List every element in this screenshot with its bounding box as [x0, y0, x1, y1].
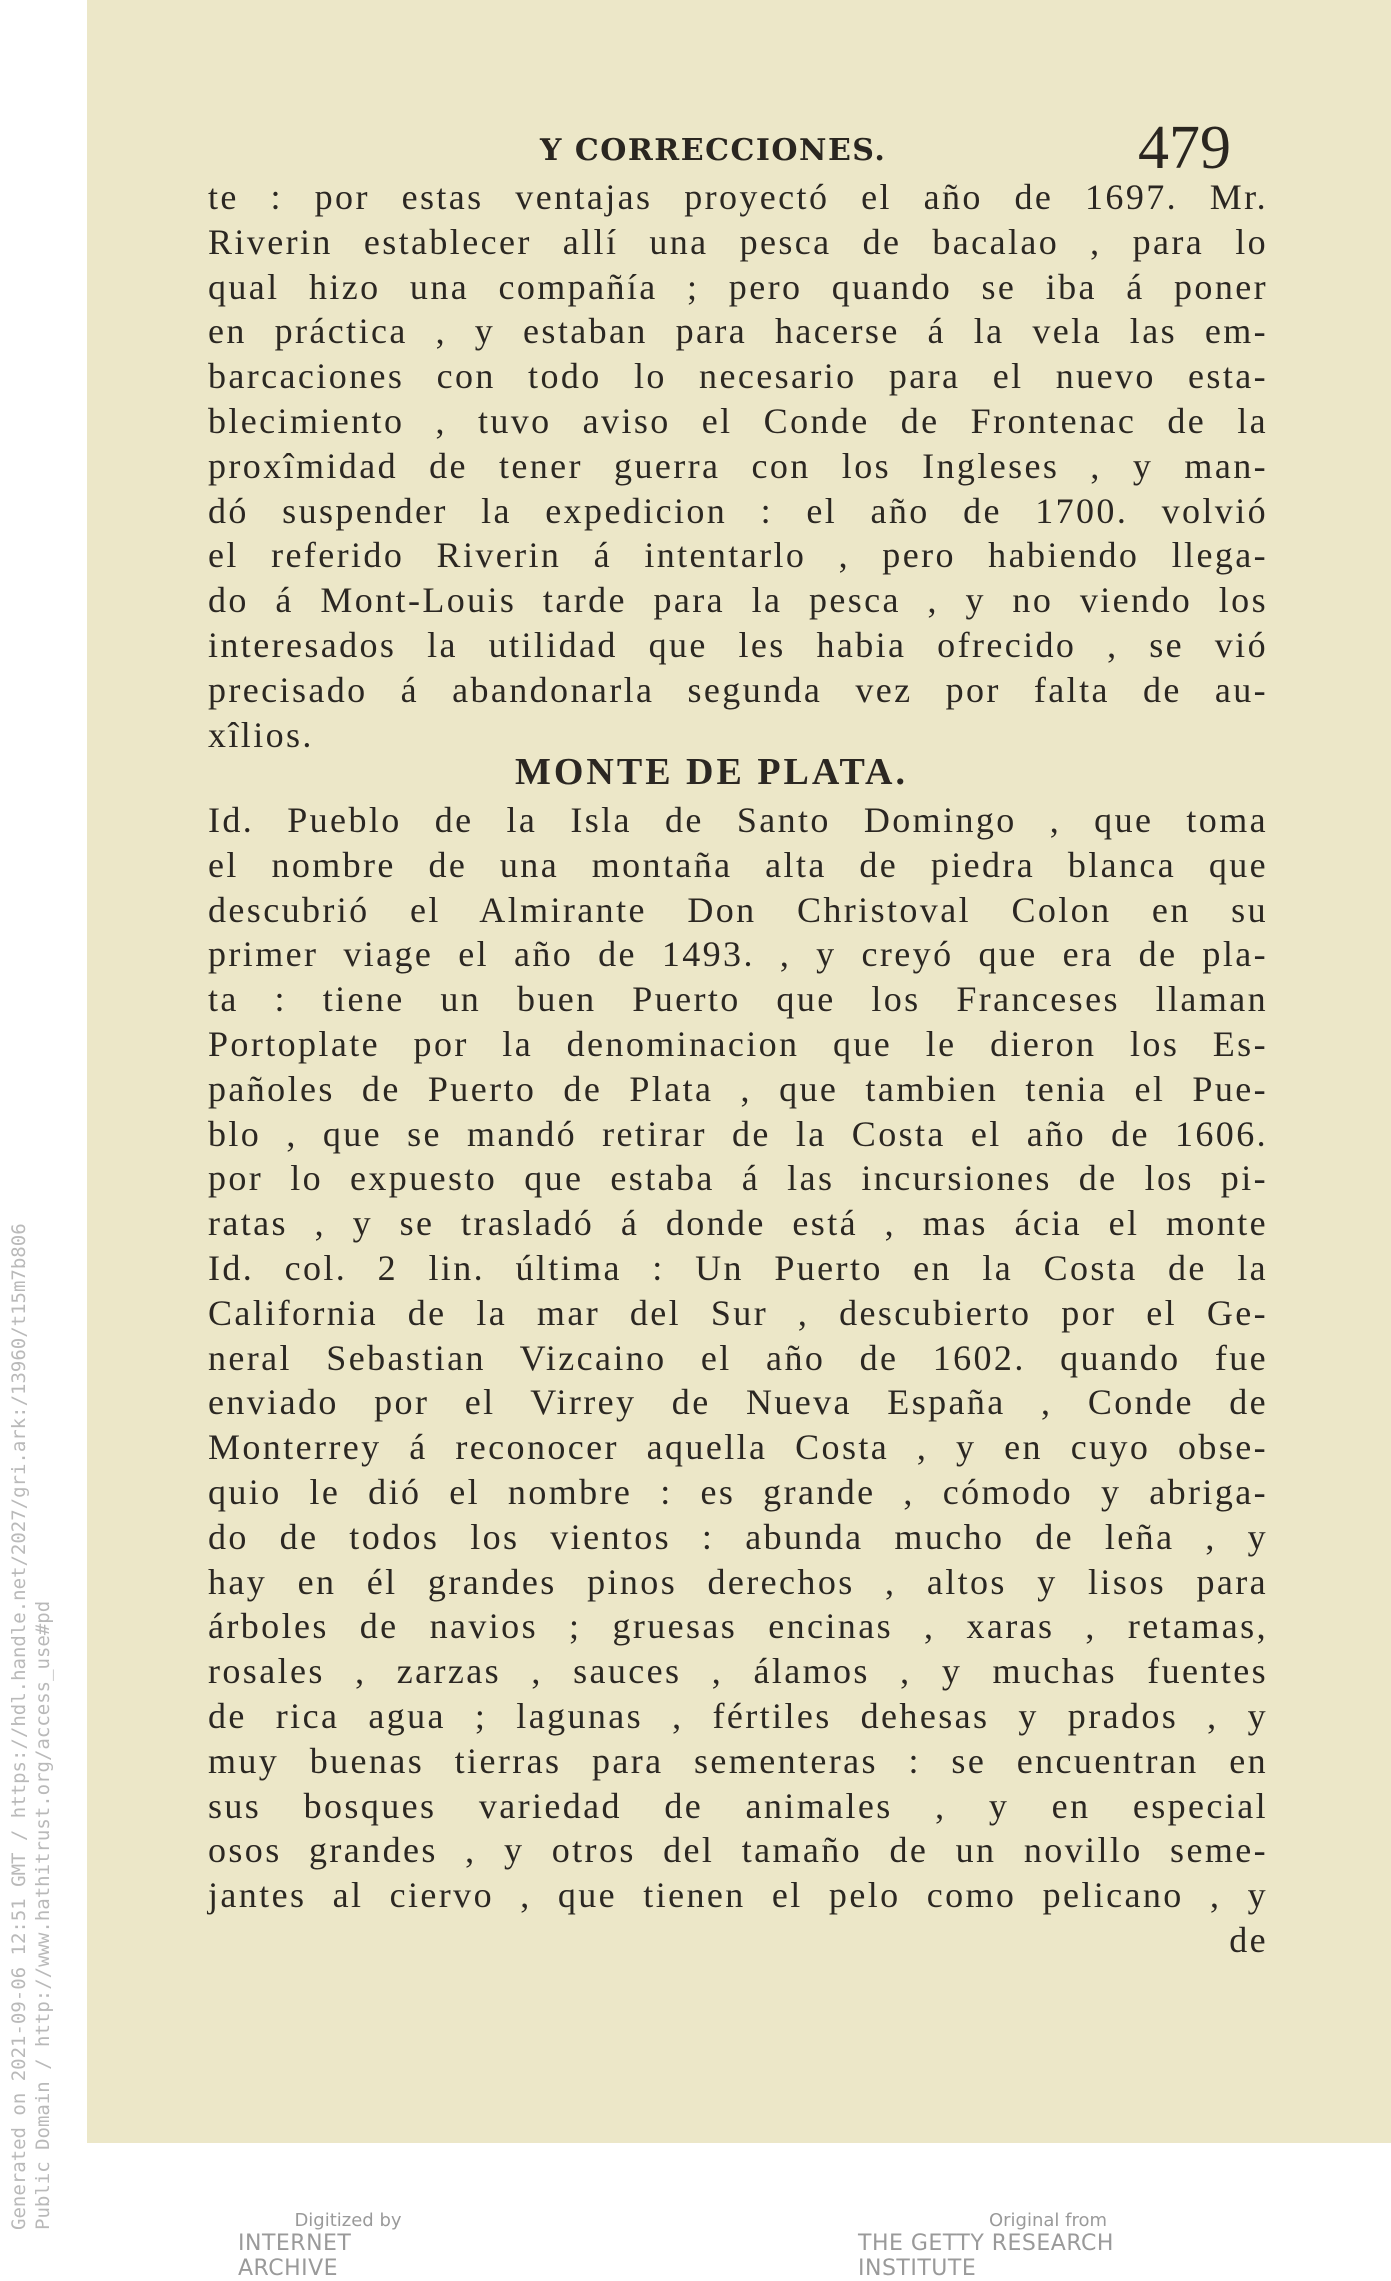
- text-line: interesados la utilidad que les habia ofrecido , se vió: [208, 625, 1268, 665]
- page-number: 479: [1138, 114, 1231, 182]
- text-line: dó suspender la expedicion : el año de 1700. volvió: [208, 490, 1268, 531]
- text-line: ratas , y se trasladó á donde está , mas ácia el monte: [208, 1203, 1268, 1244]
- text-line: árboles de navios ; gruesas encinas , xaras , retamas,: [208, 1606, 1268, 1647]
- text-line: proxîmidad de tener guerra con los Ingleses , y man-: [208, 445, 1268, 486]
- text-line: de rica agua ; lagunas , fértiles dehesas y prados , y: [208, 1696, 1268, 1736]
- footer-original-label: Original from: [988, 2210, 1108, 2231]
- text-line: pañoles de Puerto de Plata , que tambien tenia el Pue-: [208, 1068, 1268, 1109]
- text-line: hay en él grandes pinos derechos , altos y lisos para: [208, 1561, 1268, 1602]
- text-line: barcaciones con todo lo necesario para el nuevo esta-: [208, 356, 1268, 397]
- text-line: Riverin establecer allí una pesca de bacalao , para lo: [208, 221, 1268, 262]
- footer-digitized-label: Digitized by: [294, 2210, 402, 2231]
- text-line: precisado á abandonarla segunda vez por falta de au-: [208, 669, 1268, 710]
- text-line: quio le dió el nombre : es grande , cómodo y abriga-: [208, 1472, 1268, 1512]
- text-line: muy buenas tierras para sementeras : se encuentran en: [208, 1740, 1268, 1781]
- text-line: California de la mar del Sur , descubierto por el Ge-: [208, 1292, 1268, 1333]
- text-line: ta : tiene un buen Puerto que los Franceses llaman: [208, 979, 1268, 1020]
- text-line: Monterrey á reconocer aquella Costa , y en cuyo obse-: [208, 1427, 1268, 1468]
- footer-original: [858, 2210, 1238, 2281]
- running-title: Y CORRECCIONES.: [540, 133, 887, 168]
- footer-internet-archive: INTERNET ARCHIVE: [238, 2231, 352, 2281]
- hathitrust-watermark: [0, 1150, 80, 2250]
- text-line: xîlios.: [208, 714, 314, 755]
- text-line: do á Mont-Louis tarde para la pesca , y no viendo los: [208, 580, 1268, 621]
- catchword: de: [1229, 1920, 1268, 1960]
- catchword-container: [208, 1918, 1268, 1962]
- watermark-line-1: Generated on 2021-09-06 12:51 GMT / https://hdl.handle.net/2027/gri.ark:/13960/t15m7b806: [8, 1223, 30, 2230]
- text-line: Id. col. 2 lin. última : Un Puerto en la Costa de la: [208, 1248, 1268, 1288]
- footer-digitized: [238, 2210, 458, 2281]
- text-line: blo , que se mandó retirar de la Costa el año de 1606.: [208, 1113, 1268, 1154]
- text-line: rosales , zarzas , sauces , álamos , y muchas fuentes: [208, 1651, 1268, 1692]
- footer-getty: THE GETTY RESEARCH INSTITUTE: [858, 2231, 1114, 2281]
- text-line: descubrió el Almirante Don Christoval Colon en su: [208, 889, 1268, 930]
- text-line: blecimiento , tuvo aviso el Conde de Frontenac de la: [208, 401, 1268, 441]
- text-line: por lo expuesto que estaba á las incursiones de los pi-: [208, 1158, 1268, 1199]
- page-header: [200, 95, 1240, 185]
- text-line: Id. Pueblo de la Isla de Santo Domingo , que toma: [208, 800, 1268, 840]
- section-heading: MONTE DE PLATA.: [515, 751, 908, 793]
- text-line: el nombre de una montaña alta de piedra blanca que: [208, 844, 1268, 885]
- text-line: osos grandes , y otros del tamaño de un novillo seme-: [208, 1830, 1268, 1871]
- text-line: sus bosques variedad de animales , y en especial: [208, 1785, 1268, 1826]
- text-line: te : por estas ventajas proyectó el año de 1697. Mr.: [208, 177, 1268, 217]
- text-line: qual hizo una compañía ; pero quando se iba á poner: [208, 266, 1268, 307]
- text-line: do de todos los vientos : abunda mucho de leña , y: [208, 1516, 1268, 1557]
- text-line: enviado por el Virrey de Nueva España , Conde de: [208, 1382, 1268, 1423]
- text-line: el referido Riverin á intentarlo , pero habiendo llega-: [208, 535, 1268, 576]
- text-line: Portoplate por la denominacion que le dieron los Es-: [208, 1024, 1268, 1064]
- watermark-line-2: Public Domain / http://www.hathitrust.org/access_use#pd: [32, 1600, 54, 2230]
- text-line: en práctica , y estaban para hacerse á la vela las em-: [208, 311, 1268, 352]
- text-line: jantes al ciervo , que tienen el pelo como pelicano , y: [208, 1875, 1268, 1916]
- text-line: primer viage el año de 1493. , y creyó que era de pla-: [208, 934, 1268, 975]
- text-line: neral Sebastian Vizcaino el año de 1602. quando fue: [208, 1337, 1268, 1378]
